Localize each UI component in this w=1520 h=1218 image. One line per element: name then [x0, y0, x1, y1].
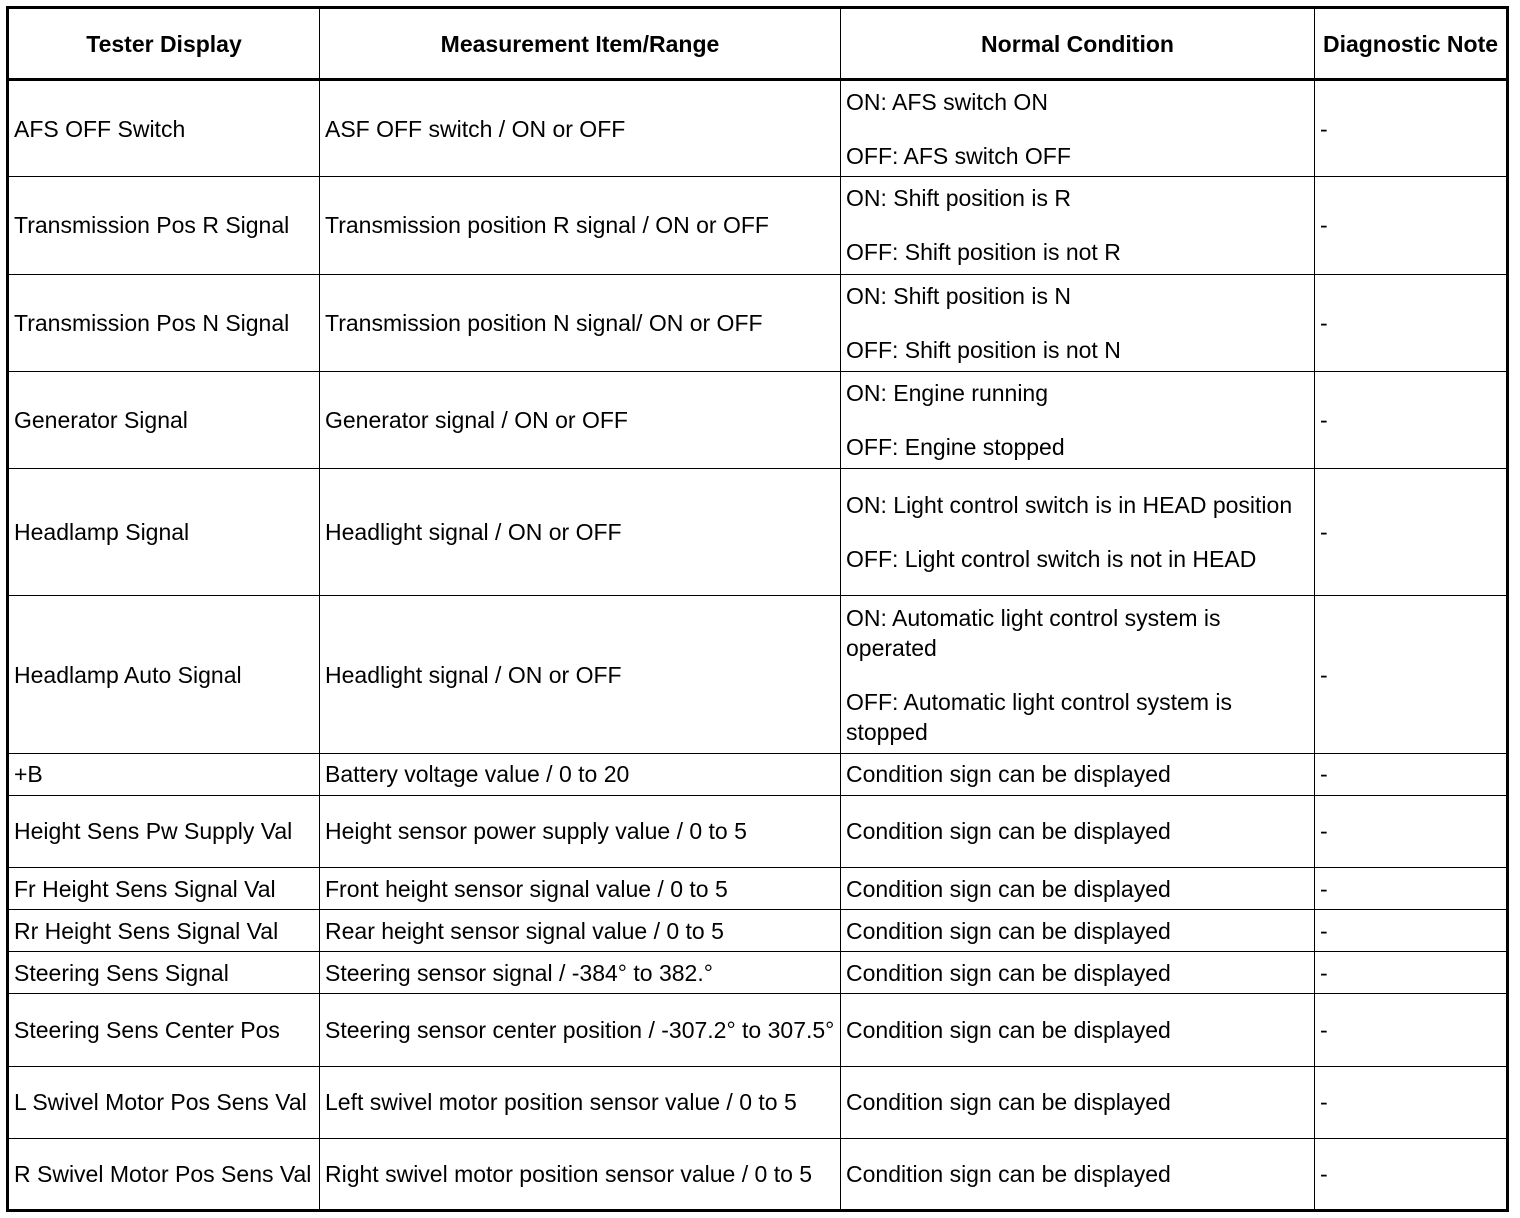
- tester-display-cell: Generator Signal: [8, 371, 320, 468]
- measurement-cell: Headlight signal / ON or OFF: [320, 596, 841, 753]
- diagnostic-note-cell: -: [1315, 596, 1508, 753]
- measurement-cell: Height sensor power supply value / 0 to 5: [320, 795, 841, 867]
- measurement-cell: Transmission position N signal/ ON or OFF: [320, 274, 841, 371]
- condition-on: ON: Shift position is N: [846, 282, 1071, 309]
- tester-display-cell: AFS OFF Switch: [8, 80, 320, 177]
- header-measurement-item: Measurement Item/Range: [320, 8, 841, 80]
- diagnostic-note-cell: -: [1315, 753, 1508, 795]
- header-diagnostic-note: Diagnostic Note: [1315, 8, 1508, 80]
- normal-condition-cell: [841, 596, 1315, 753]
- table-row: [8, 1066, 1508, 1138]
- diagnostic-note-cell: -: [1315, 274, 1508, 371]
- table-row: [8, 994, 1508, 1066]
- condition-off: OFF: Engine stopped: [846, 433, 1065, 460]
- table-row: [8, 80, 1508, 177]
- tester-display-cell: Headlamp Signal: [8, 469, 320, 596]
- condition-off: OFF: Shift position is not R: [846, 239, 1121, 266]
- normal-condition-cell: Condition sign can be displayed: [841, 1066, 1315, 1138]
- diagnostic-note-cell: -: [1315, 371, 1508, 468]
- table-row: [8, 469, 1508, 596]
- diagnostic-note-cell: -: [1315, 80, 1508, 177]
- measurement-cell: Generator signal / ON or OFF: [320, 371, 841, 468]
- table-row: [8, 868, 1508, 910]
- diagnostic-note-cell: -: [1315, 795, 1508, 867]
- tester-display-cell: Fr Height Sens Signal Val: [8, 868, 320, 910]
- measurement-cell: Front height sensor signal value / 0 to 5: [320, 868, 841, 910]
- condition-on: ON: AFS switch ON: [846, 88, 1048, 115]
- condition-off: OFF: AFS switch OFF: [846, 142, 1071, 169]
- measurement-cell: Battery voltage value / 0 to 20: [320, 753, 841, 795]
- diagnostic-note-cell: -: [1315, 910, 1508, 952]
- diagnostic-note-cell: -: [1315, 952, 1508, 994]
- diagnostic-note-cell: -: [1315, 868, 1508, 910]
- table-row: [8, 177, 1508, 274]
- table-row: [8, 753, 1508, 795]
- tester-display-cell: Headlamp Auto Signal: [8, 596, 320, 753]
- normal-condition-cell: [841, 274, 1315, 371]
- normal-condition-cell: Condition sign can be displayed: [841, 910, 1315, 952]
- tester-display-cell: Steering Sens Center Pos: [8, 994, 320, 1066]
- tester-display-cell: Transmission Pos R Signal: [8, 177, 320, 274]
- diagnostic-note-cell: -: [1315, 177, 1508, 274]
- measurement-cell: Transmission position R signal / ON or OFF: [320, 177, 841, 274]
- normal-condition-cell: Condition sign can be displayed: [841, 1138, 1315, 1210]
- tester-display-cell: R Swivel Motor Pos Sens Val: [8, 1138, 320, 1210]
- measurement-cell: ASF OFF switch / ON or OFF: [320, 80, 841, 177]
- condition-on: ON: Light control switch is in HEAD position: [846, 492, 1293, 519]
- tester-display-cell: Rr Height Sens Signal Val: [8, 910, 320, 952]
- condition-off: OFF: Shift position is not N: [846, 336, 1121, 363]
- table-row: [8, 1138, 1508, 1210]
- normal-condition-cell: Condition sign can be displayed: [841, 795, 1315, 867]
- measurement-cell: Right swivel motor position sensor value / 0 to 5: [320, 1138, 841, 1210]
- condition-on: ON: Engine running: [846, 379, 1049, 406]
- header-row: [8, 8, 1508, 80]
- normal-condition-cell: [841, 80, 1315, 177]
- diagnostic-note-cell: -: [1315, 1066, 1508, 1138]
- tester-display-cell: Steering Sens Signal: [8, 952, 320, 994]
- table-row: [8, 910, 1508, 952]
- diagnostic-note-cell: -: [1315, 1138, 1508, 1210]
- diagnostic-note-cell: -: [1315, 469, 1508, 596]
- measurement-cell: Headlight signal / ON or OFF: [320, 469, 841, 596]
- table-row: [8, 274, 1508, 371]
- normal-condition-cell: [841, 177, 1315, 274]
- measurement-cell: Rear height sensor signal value / 0 to 5: [320, 910, 841, 952]
- tester-display-cell: Height Sens Pw Supply Val: [8, 795, 320, 867]
- data-list-table: [6, 6, 1509, 1212]
- condition-on: ON: Shift position is R: [846, 185, 1071, 212]
- condition-on: ON: Automatic light control system is operated: [846, 604, 1221, 661]
- tester-display-cell: +B: [8, 753, 320, 795]
- table-row: [8, 952, 1508, 994]
- normal-condition-cell: Condition sign can be displayed: [841, 753, 1315, 795]
- condition-off: OFF: Automatic light control system is stopped: [846, 688, 1233, 745]
- table-row: [8, 596, 1508, 753]
- normal-condition-cell: [841, 371, 1315, 468]
- measurement-cell: Left swivel motor position sensor value / 0 to 5: [320, 1066, 841, 1138]
- normal-condition-cell: Condition sign can be displayed: [841, 994, 1315, 1066]
- header-tester-display: Tester Display: [8, 8, 320, 80]
- normal-condition-cell: [841, 469, 1315, 596]
- table-row: [8, 371, 1508, 468]
- header-normal-condition: Normal Condition: [841, 8, 1315, 80]
- diagnostic-note-cell: -: [1315, 994, 1508, 1066]
- measurement-cell: Steering sensor center position / -307.2° to 307.5°: [320, 994, 841, 1066]
- normal-condition-cell: Condition sign can be displayed: [841, 868, 1315, 910]
- table-row: [8, 795, 1508, 867]
- condition-off: OFF: Light control switch is not in HEAD: [846, 546, 1257, 573]
- measurement-cell: Steering sensor signal / -384° to 382.°: [320, 952, 841, 994]
- tester-display-cell: L Swivel Motor Pos Sens Val: [8, 1066, 320, 1138]
- normal-condition-cell: Condition sign can be displayed: [841, 952, 1315, 994]
- tester-display-cell: Transmission Pos N Signal: [8, 274, 320, 371]
